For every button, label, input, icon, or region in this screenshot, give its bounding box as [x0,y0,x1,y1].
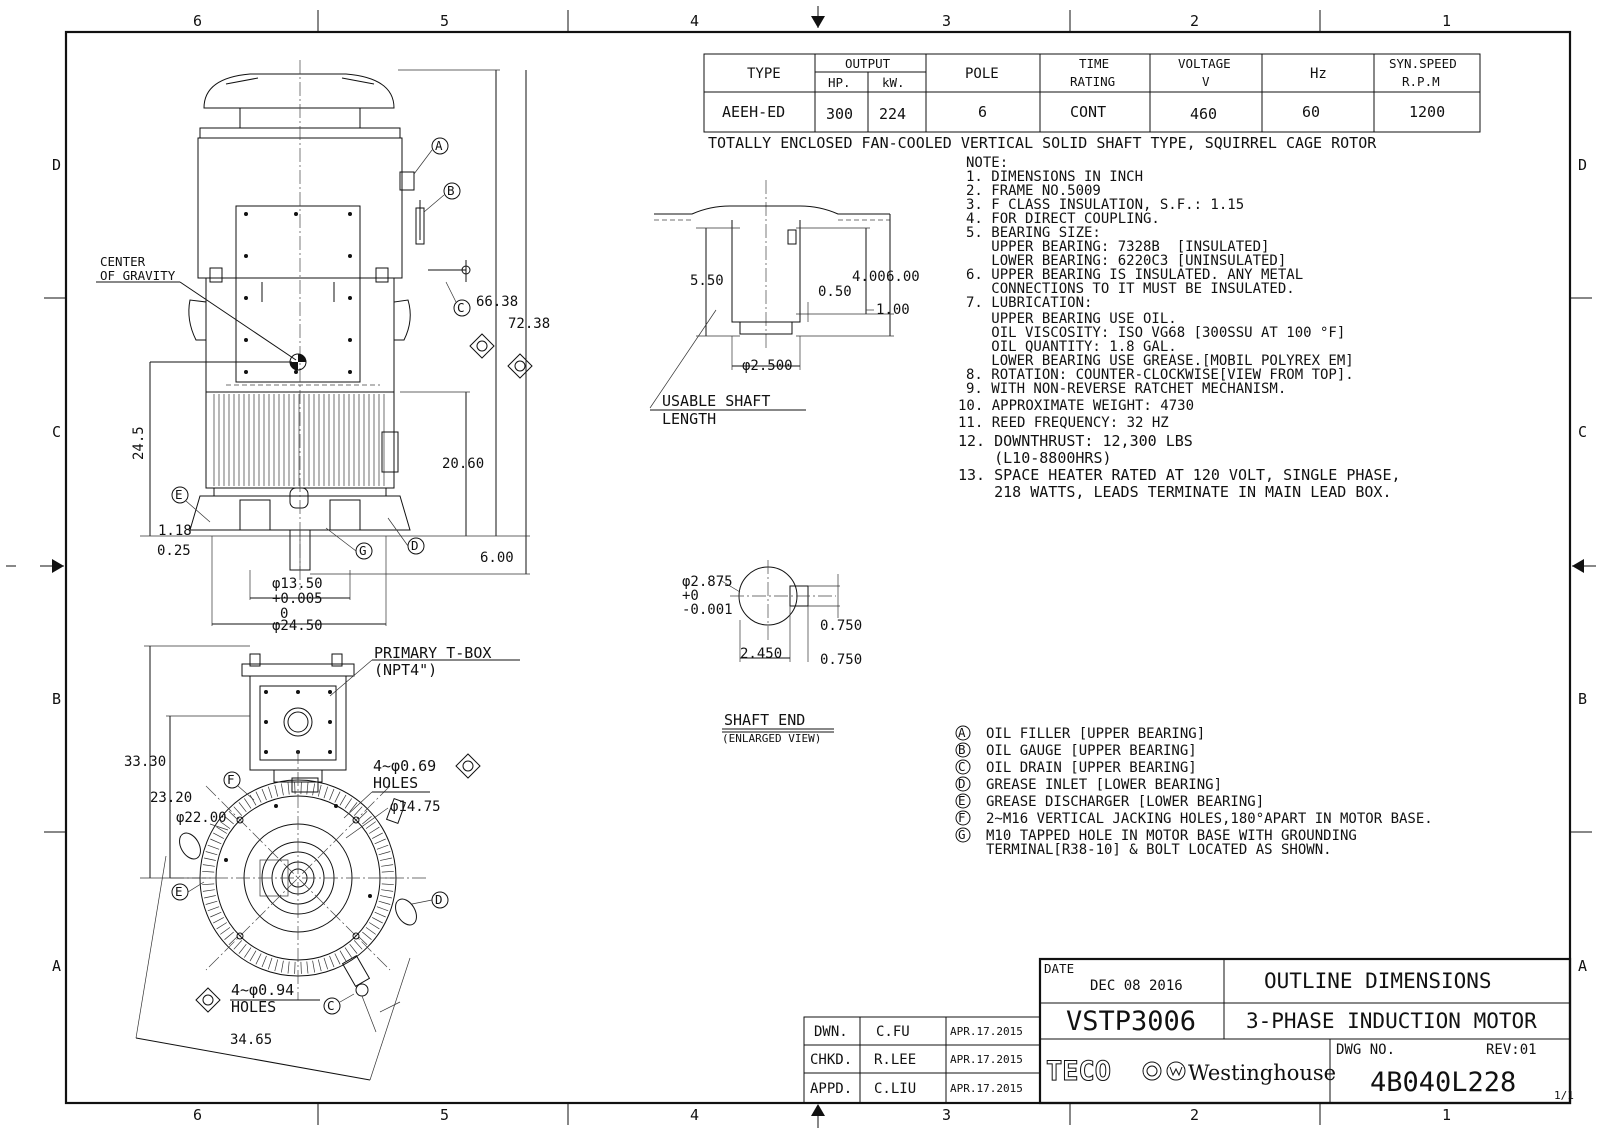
radial-fin-line [262,956,267,967]
radial-fin-line [220,927,230,934]
svg-text:E: E [175,884,183,899]
radial-fin-line [345,948,352,958]
note-line: LOWER BEARING USE GREASE.[MOBIL POLYREX EM] [966,353,1354,369]
legend-key: B [958,742,966,757]
lifting-lug [394,300,410,340]
zone-row-label: A [52,957,62,975]
radial-fin-line [234,940,242,949]
radial-fin-line [250,951,256,961]
zone-col-label: 2 [1190,12,1200,30]
hdr-speed-1: SYN.SPEED [1389,56,1457,71]
radial-fin-line [307,783,308,795]
hdr-speed-2: R.P.M [1402,74,1440,89]
legend-text: OIL GAUGE [UPPER BEARING] [986,743,1197,759]
dim-5-50: 5.50 [690,273,724,289]
radial-fin-line [345,798,352,808]
radial-fin-line [381,890,393,892]
radial-fin-line [380,896,392,899]
svg-text:D: D [411,538,419,553]
legend-item [956,776,1222,793]
dim-0-25: 0.25 [157,543,191,559]
dim-0-50: 0.50 [818,284,852,300]
note-line-large: 13. SPACE HEATER RATED AT 120 VOLT, SINGLE PHASE, [958,466,1401,484]
dim-1-00: 1.00 [876,302,910,318]
shaft-dia: φ13.50 [272,576,323,592]
usable-shaft-label-2: LENGTH [662,410,717,428]
shaft-end-view [682,560,862,745]
note-line: 5. BEARING SIZE: [966,225,1101,241]
radial-fin-line [324,958,328,969]
radial-fin-line [340,795,346,805]
callout-C [324,994,354,1014]
svg-text:B: B [447,183,455,198]
radial-fin-line [318,960,321,972]
cell-speed: 1200 [1409,103,1446,121]
radial-fin-line [244,798,251,808]
radial-fin-line [275,960,278,972]
dim-dia-14-75: φ14.75 [390,799,441,815]
radial-fin-line [229,811,238,819]
note-line: NOTE: [966,155,1009,171]
cell-kw: 224 [879,105,907,123]
radial-fin-line [335,954,340,965]
spec-table [704,54,1480,152]
dim-24-5: 24.5 [131,426,147,460]
end-key-depth: 0.750 [820,652,863,668]
end-key-width: 0.750 [820,618,863,634]
radial-fin-line [229,936,238,944]
radial-fin-line [377,907,388,911]
zone-row-label: A [1578,957,1588,975]
cell-voltage: 460 [1190,105,1218,123]
radial-fin-line [203,865,215,867]
radial-fin-line [256,792,261,803]
table-caption: TOTALLY ENCLOSED FAN-COOLED VERTICAL SOLID SHAFT TYPE, SQUIRREL CAGE ROTOR [708,134,1377,152]
legend-item [956,810,1433,827]
base-dia: φ24.50 [272,618,323,634]
legend-key: A [958,725,966,740]
note-line: 6. UPPER BEARING IS INSULATED. ANY METAL [966,267,1304,283]
callout-F [224,772,254,800]
shaft-detail [650,180,920,428]
chkd-date: APR.17.2015 [950,1053,1023,1066]
radial-fin-line [354,807,362,816]
radial-fin-line [313,961,315,973]
radial-fin-line [288,783,289,795]
legend-key: G [958,827,966,842]
zone-row-label: D [1578,156,1588,174]
dim-6-00: 6.00 [886,269,920,285]
note-line-large: (L10-8800HRS) [958,449,1112,467]
zone-col-label: 4 [690,12,700,30]
legend-text: OIL FILLER [UPPER BEARING] [986,726,1206,742]
hdr-pole: POLE [965,66,999,82]
radial-fin-line [268,787,272,798]
fan-cover-cap [204,74,394,108]
center-of-gravity-symbol [290,354,306,370]
legend-key: D [958,776,966,791]
dim-20-60: 20.60 [442,456,485,472]
dim-dia-22-00: φ22.00 [176,810,227,826]
radial-fin-line [330,956,335,967]
radial-fin-line [281,961,283,973]
radial-fin-line [202,871,214,872]
hdr-type: TYPE [747,66,781,82]
shaft-tol-plus: +0.005 [272,591,323,607]
front-view [96,60,550,634]
hdr-output: OUTPUT [845,56,891,71]
radial-fin-line [213,917,224,923]
radial-fin-line [358,811,367,819]
westinghouse-logo: Westinghouse [1188,1061,1337,1085]
radial-fin-line [369,827,379,833]
radial-fin-line [210,839,221,844]
radial-fin-line [379,901,391,904]
holes-069-label: 4~φ0.69 [373,757,437,775]
note-line-large: 12. DOWNTHRUST: 12,300 LBS [958,432,1193,450]
radial-fin-line [295,962,296,974]
cell-hz: 60 [1302,103,1321,121]
zone-col-label: 1 [1442,1106,1452,1124]
radial-fin-line [204,896,216,899]
zone-col-label: 5 [440,12,450,30]
legend-item [956,793,1264,810]
shaft-end-title: SHAFT END [724,711,806,729]
radial-fin-line [354,940,362,949]
brand-logo [1046,1056,1336,1087]
drawing-title: OUTLINE DIMENSIONS [1264,969,1492,993]
radial-fin-line [244,948,251,958]
callout-C [446,282,470,316]
note-line: 3. F CLASS INSULATION, S.F.: 1.15 [966,197,1245,213]
radial-fin-line [225,932,234,940]
radial-fin-line [307,962,308,974]
hdr-hz: Hz [1310,66,1327,82]
radial-fin-line [288,962,289,974]
zone-col-label: 3 [942,1106,952,1124]
zone-row-label: B [52,690,62,708]
zone-col-label: 1 [1442,12,1452,30]
cell-time: CONT [1070,103,1107,121]
legend-key: E [958,793,966,808]
title-block [804,959,1574,1103]
dim-72-38: 72.38 [508,316,551,332]
radial-fin-line [358,936,367,944]
cell-pole: 6 [978,103,988,121]
holes-094-label: 4~φ0.94 [231,981,295,999]
radial-fin-line [380,858,392,861]
legend-key: F [958,810,966,825]
date-label: DATE [1044,961,1075,976]
note-line: UPPER BEARING USE OIL. [966,311,1177,327]
note-line: OIL VISCOSITY: ISO VG68 [300SSU AT 100 °F] [966,325,1346,341]
radial-fin-line [208,907,219,911]
legend-key: C [958,759,966,774]
sheet-number: 1/1 [1554,1089,1574,1102]
callout-D [412,892,448,908]
radial-fin-line [340,951,346,961]
radial-fin-line [217,923,227,929]
end-tol-minus: -0.001 [682,602,733,618]
datum-badge [470,334,494,358]
zone-col-label: 3 [942,12,952,30]
dwn-date: APR.17.2015 [950,1025,1023,1038]
top-view [124,644,520,1080]
radial-fin-line [375,839,386,844]
note-line: 7. LUBRICATION: [966,295,1093,311]
radial-fin-line [281,784,283,796]
note-line: 11. REED FREQUENCY: 32 HZ [958,415,1169,431]
drawing-subtitle: 3-PHASE INDUCTION MOTOR [1246,1009,1537,1033]
dim-33-30: 33.30 [124,754,167,770]
shaft-end-subtitle: (ENLARGED VIEW) [722,732,822,745]
radial-fin-line [381,865,393,867]
terminal-plate-bolts [244,212,352,374]
dim-66-38: 66.38 [476,294,519,310]
radial-fin-line [372,833,383,839]
radial-fin-line [206,852,218,855]
dim-6-00: 6.00 [480,550,514,566]
legend-text: GREASE INLET [LOWER BEARING] [986,777,1223,793]
note-line: LOWER BEARING: 6220C3 [UNINSULATED] [966,253,1287,269]
radial-fin-line [234,807,242,816]
radial-fin-line [204,858,216,861]
legend-item [956,742,1197,759]
legend-item [956,725,1205,742]
radial-fin-line [268,958,272,969]
radial-fin-line [330,789,335,800]
dim-23-20: 23.20 [150,790,193,806]
svg-text:G: G [359,543,367,558]
radial-fin-line [375,912,386,917]
radial-fin-line [377,845,388,849]
notes-block [958,155,1401,501]
radial-fin-line [213,833,224,839]
legend-item [956,759,1197,776]
svg-text:F: F [227,772,235,787]
radial-fin-line [208,845,219,849]
hdr-time-1: TIME [1079,56,1110,71]
note-line: 4. FOR DIRECT COUPLING. [966,211,1160,227]
radial-fin-line [366,927,376,934]
datum-badge [456,754,480,778]
dim-34-65: 34.65 [230,1032,273,1048]
radial-fin-line [256,954,261,965]
usable-shaft-label-1: USABLE SHAFT [662,392,771,410]
radial-fin-line [350,944,357,953]
note-line: OIL QUANTITY: 1.8 GAL. [966,339,1177,355]
zone-col-label: 5 [440,1106,450,1124]
radial-fin-line [335,792,340,803]
radial-fin-line [202,884,214,885]
hdr-kw: kW. [882,75,905,90]
dim-dia-2-500: φ2.500 [742,358,793,374]
zone-col-label: 6 [193,12,203,30]
svg-text:A: A [435,138,443,153]
cell-hp: 300 [826,105,854,123]
zone-row-label: C [52,423,62,441]
lifting-lug [189,300,206,340]
note-line: 8. ROTATION: COUNTER-CLOCKWISE[VIEW FROM TOP]. [966,367,1354,383]
end-2-450: 2.450 [740,646,783,662]
radial-fin-line [369,923,379,929]
cog-label-2: OF GRAVITY [100,268,176,283]
note-line: 2. FRAME NO.5009 [966,183,1101,199]
sheet-border [66,32,1570,1103]
radial-fin-line [324,787,328,798]
note-line: 9. WITH NON-REVERSE RATCHET MECHANISM. [966,381,1287,397]
end-dia: φ2.875 [682,574,733,590]
legend-text: M10 TAPPED HOLE IN MOTOR BASE WITH GROUNDING [986,828,1357,844]
zone-row-label: C [1578,423,1588,441]
appd-name: C.LIU [874,1081,917,1097]
chkd-label: CHKD. [810,1052,853,1068]
radial-fin-line [382,871,394,872]
cell-type: AEEH-ED [722,103,786,121]
appd-label: APPD. [810,1081,853,1097]
zone-col-label: 2 [1190,1106,1200,1124]
side-box [382,432,398,472]
note-line: 10. APPROXIMATE WEIGHT: 4730 [958,398,1195,414]
appd-date: APR.17.2015 [950,1082,1023,1095]
zone-col-label: 4 [690,1106,700,1124]
dwn-name: C.FU [876,1024,910,1040]
zone-row-label: B [1578,690,1588,708]
cooling-fins [214,394,384,486]
dim-1-18: 1.18 [158,523,192,539]
holes-069-sublabel: HOLES [373,774,419,792]
legend-text: GREASE DISCHARGER [LOWER BEARING] [986,794,1265,810]
zone-col-label: 6 [193,1106,203,1124]
svg-text:C: C [457,300,465,315]
radial-fin-line [206,901,218,904]
legend-text: 2~M16 VERTICAL JACKING HOLES,180°APART IN MOTOR BASE. [986,811,1433,827]
note-line: CONNECTIONS TO IT MUST BE INSULATED. [966,281,1295,297]
t-box-label-1: PRIMARY T-BOX [374,644,492,662]
model-number: VSTP3006 [1066,1006,1197,1037]
radial-fin-line [301,962,302,974]
legend-block [956,725,1433,858]
radial-fin-line [379,852,391,855]
dwg-no-label: DWG NO. [1336,1042,1396,1058]
radial-fin-line [372,917,383,923]
radial-fin-line [210,912,221,917]
end-tol-plus: +0 [682,588,699,604]
note-line: 1. DIMENSIONS IN INCH [966,169,1144,185]
cog-label-1: CENTER [100,254,146,269]
rev-label: REV:01 [1486,1042,1537,1058]
radial-fin-line [262,789,267,800]
date-value: DEC 08 2016 [1090,978,1183,994]
holes-094-sublabel: HOLES [231,998,277,1016]
dwn-label: DWN. [814,1024,848,1040]
shaft-tol-zero: 0 [280,606,289,622]
legend-text: OIL DRAIN [UPPER BEARING] [986,760,1197,776]
callout-G [326,528,372,559]
radial-fin-line [203,890,215,892]
hdr-voltage-1: VOLTAGE [1178,56,1231,71]
hdr-time-2: RATING [1070,74,1116,89]
zone-row-label: D [52,156,62,174]
svg-text:E: E [175,487,183,502]
hdr-hp: HP. [828,75,851,90]
hdr-voltage-2: V [1202,74,1210,89]
callout-E [172,487,210,522]
callout-B [424,183,460,212]
zone-labels [52,12,1587,1124]
note-line-large: 218 WATTS, LEADS TERMINATE IN MAIN LEAD BOX. [958,483,1392,501]
svg-text:D: D [435,892,443,907]
note-line: UPPER BEARING: 7328B [INSULATED] [966,239,1270,255]
radial-fin-line [382,884,394,885]
callout-A [414,138,448,174]
teco-logo: TECO [1046,1056,1112,1087]
svg-text:C: C [327,998,335,1013]
datum-badge [508,354,532,378]
radial-fin-line [318,785,321,797]
radial-fin-line [239,944,246,953]
radial-fin-line [313,784,315,796]
callout-E [172,882,204,900]
radial-fin-line [250,795,256,805]
dwg-number: 4B040L228 [1370,1067,1517,1098]
radial-fin-line [239,802,246,811]
radial-fin-line [362,932,371,940]
datum-badge [196,988,220,1012]
chkd-name: R.LEE [874,1052,917,1068]
t-box-label-2: (NPT4") [374,661,438,679]
legend-text: TERMINAL[R38-10] & BOLT LOCATED AS SHOWN. [986,842,1332,858]
radial-fin-line [275,785,278,797]
dim-4-00: 4.00 [852,269,886,285]
